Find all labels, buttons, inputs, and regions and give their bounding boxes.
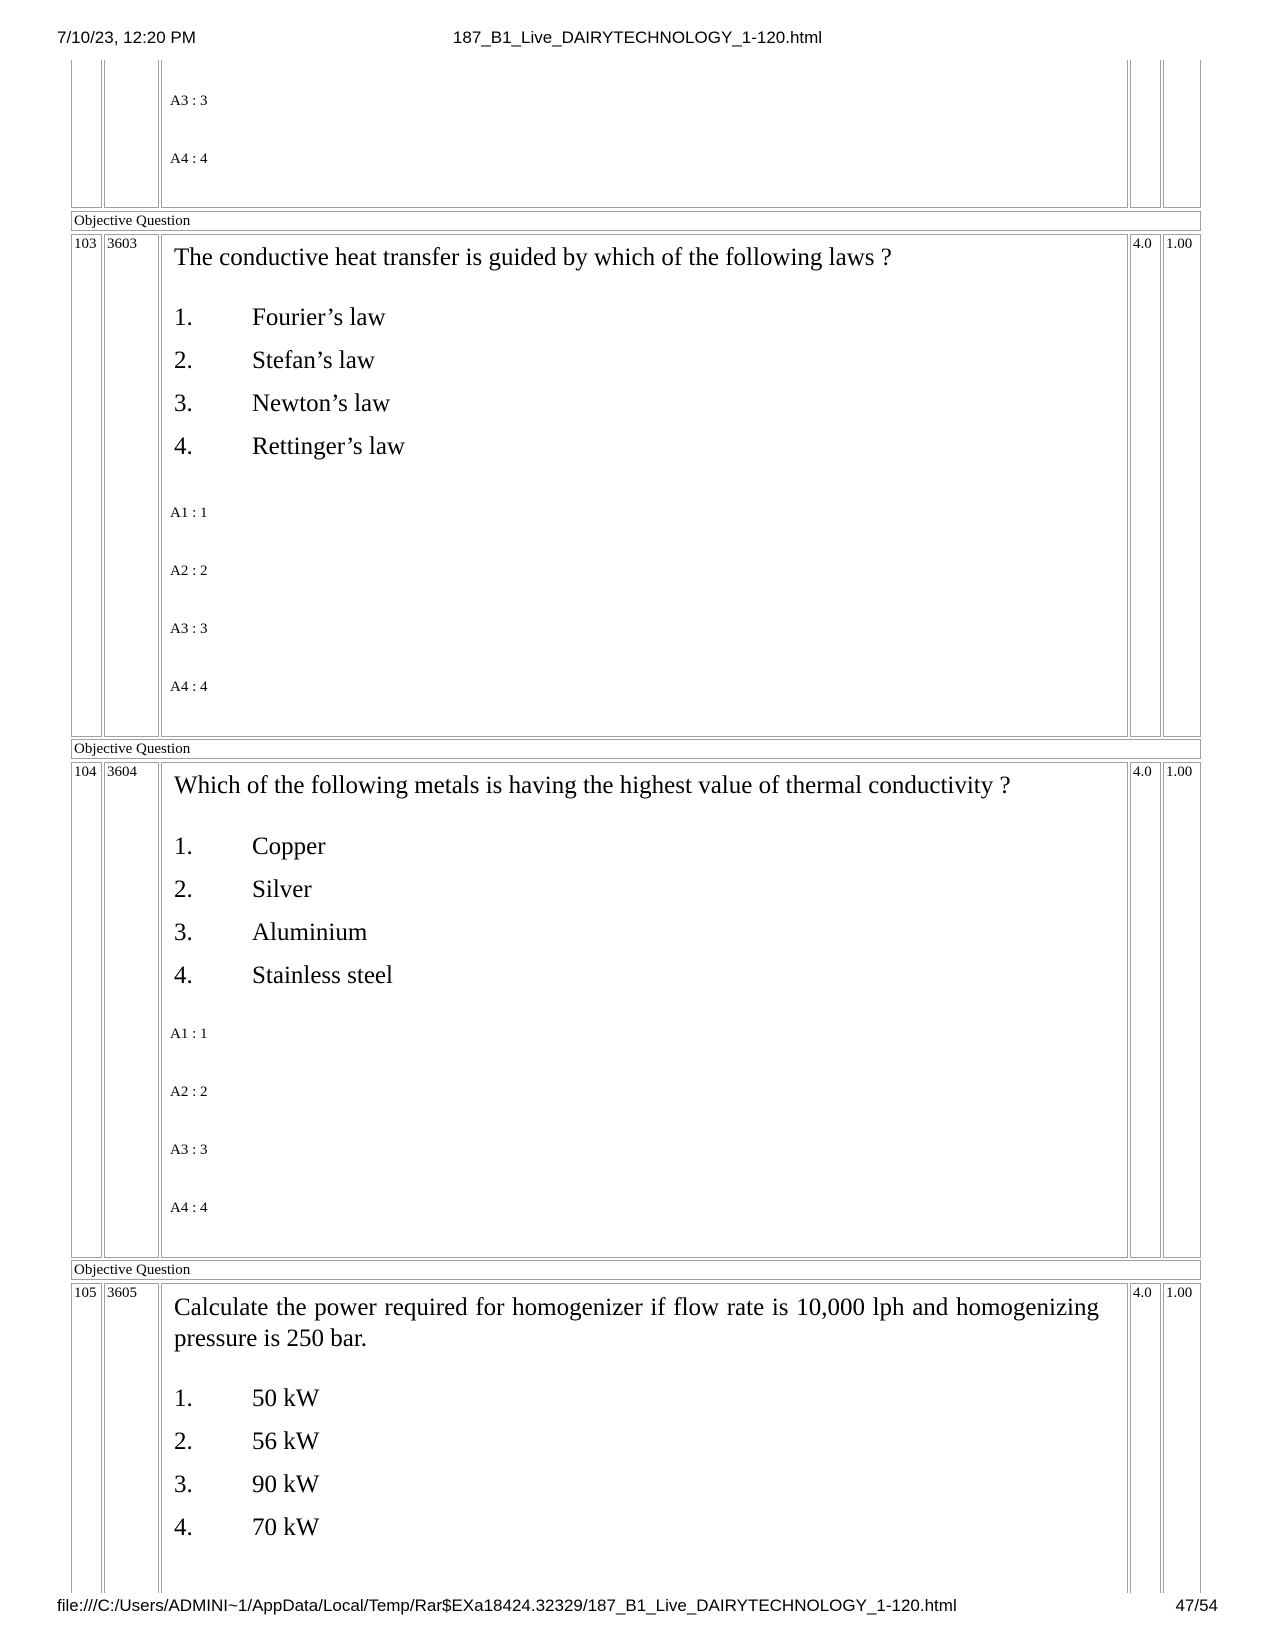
- option-text: Aluminium: [252, 919, 368, 946]
- answer-label: A4 : 4: [170, 1200, 208, 1216]
- qid-cell: [104, 60, 159, 208]
- print-title: 187_B1_Live_DAIRYTECHNOLOGY_1-120.html: [452, 28, 823, 47]
- question-negative: 1.00: [1166, 236, 1193, 252]
- option-text: Fourier’s law: [252, 304, 386, 331]
- section-label: Objective Question: [71, 739, 1201, 759]
- option-item: [174, 304, 386, 332]
- answer-label: A3 : 3: [170, 93, 208, 109]
- question-id: 3605: [107, 1285, 137, 1301]
- question-id: 3603: [107, 236, 137, 252]
- question-text: Calculate the power required for homogenizer if flow rate is 10,000 lph and homogenizing pressure is 250 bar.: [174, 1294, 1099, 1352]
- option-number: 2.: [174, 876, 193, 903]
- sno-cell: [71, 234, 102, 737]
- option-number: 4.: [174, 433, 193, 460]
- qid-cell: [104, 1283, 159, 1593]
- option-number: 3.: [174, 1471, 193, 1498]
- sno-cell: [71, 60, 102, 208]
- option-item: [174, 347, 375, 375]
- option-text: 90 kW: [252, 1471, 320, 1498]
- option-item: [174, 1514, 319, 1542]
- option-item: [174, 390, 390, 418]
- page-number: 47/54: [1175, 1596, 1218, 1615]
- print-datetime: 7/10/23, 12:20 PM: [57, 28, 196, 47]
- question-id: 3604: [107, 764, 137, 780]
- option-item: [174, 876, 312, 904]
- option-text: 70 kW: [252, 1514, 320, 1541]
- qid-cell: [104, 234, 159, 737]
- question-sno: 105: [74, 1285, 97, 1301]
- option-number: 3.: [174, 919, 193, 946]
- option-text: Copper: [252, 833, 326, 860]
- question-negative: 1.00: [1166, 764, 1193, 780]
- marks-cell: [1130, 60, 1161, 208]
- question-sno: 103: [74, 236, 97, 252]
- section-label: Objective Question: [71, 1260, 1201, 1280]
- option-text: Stainless steel: [252, 962, 393, 989]
- sno-cell: [71, 1283, 102, 1593]
- option-item: [174, 1385, 319, 1413]
- option-text: Stefan’s law: [252, 347, 375, 374]
- question-text: The conductive heat transfer is guided by which of the following laws ?: [174, 244, 892, 271]
- option-item: [174, 1471, 319, 1499]
- negative-cell: [1163, 60, 1201, 208]
- question-text: Which of the following metals is having the highest value of thermal conductivity ?: [174, 772, 1011, 799]
- option-number: 4.: [174, 1514, 193, 1541]
- option-text: Rettinger’s law: [252, 433, 405, 460]
- question-sno: 104: [74, 764, 97, 780]
- marks-cell: [1130, 762, 1161, 1258]
- option-number: 2.: [174, 1428, 193, 1455]
- option-number: 3.: [174, 390, 193, 417]
- answer-label: A3 : 3: [170, 1142, 208, 1158]
- option-item: [174, 833, 326, 861]
- answer-label: A2 : 2: [170, 563, 208, 579]
- print-file-path: file:///C:/Users/ADMINI~1/AppData/Local/Temp/Rar$EXa18424.32329/187_B1_Live_DAIRYTECHNOLOGY_1-120.html: [57, 1596, 957, 1615]
- answer-label: A4 : 4: [170, 151, 208, 167]
- question-cell: [161, 60, 1128, 208]
- question-marks: 4.0: [1133, 764, 1152, 780]
- negative-cell: [1163, 762, 1201, 1258]
- section-label: Objective Question: [71, 211, 1201, 231]
- marks-cell: [1130, 1283, 1161, 1593]
- answer-label: A1 : 1: [170, 505, 208, 521]
- answer-label: A1 : 1: [170, 1026, 208, 1042]
- answer-label: A3 : 3: [170, 621, 208, 637]
- option-text: 56 kW: [252, 1428, 320, 1455]
- option-number: 4.: [174, 962, 193, 989]
- option-item: [174, 919, 367, 947]
- option-item: [174, 433, 405, 461]
- question-negative: 1.00: [1166, 1285, 1193, 1301]
- option-item: [174, 962, 393, 990]
- question-marks: 4.0: [1133, 236, 1152, 252]
- marks-cell: [1130, 234, 1161, 737]
- sno-cell: [71, 762, 102, 1258]
- qid-cell: [104, 762, 159, 1258]
- option-number: 1.: [174, 304, 193, 331]
- negative-cell: [1163, 234, 1201, 737]
- option-text: Silver: [252, 876, 312, 903]
- option-number: 2.: [174, 347, 193, 374]
- answer-label: A2 : 2: [170, 1084, 208, 1100]
- option-item: [174, 1428, 319, 1456]
- question-marks: 4.0: [1133, 1285, 1152, 1301]
- answer-label: A4 : 4: [170, 679, 208, 695]
- option-number: 1.: [174, 833, 193, 860]
- negative-cell: [1163, 1283, 1201, 1593]
- option-text: 50 kW: [252, 1385, 320, 1412]
- option-number: 1.: [174, 1385, 193, 1412]
- option-text: Newton’s law: [252, 390, 391, 417]
